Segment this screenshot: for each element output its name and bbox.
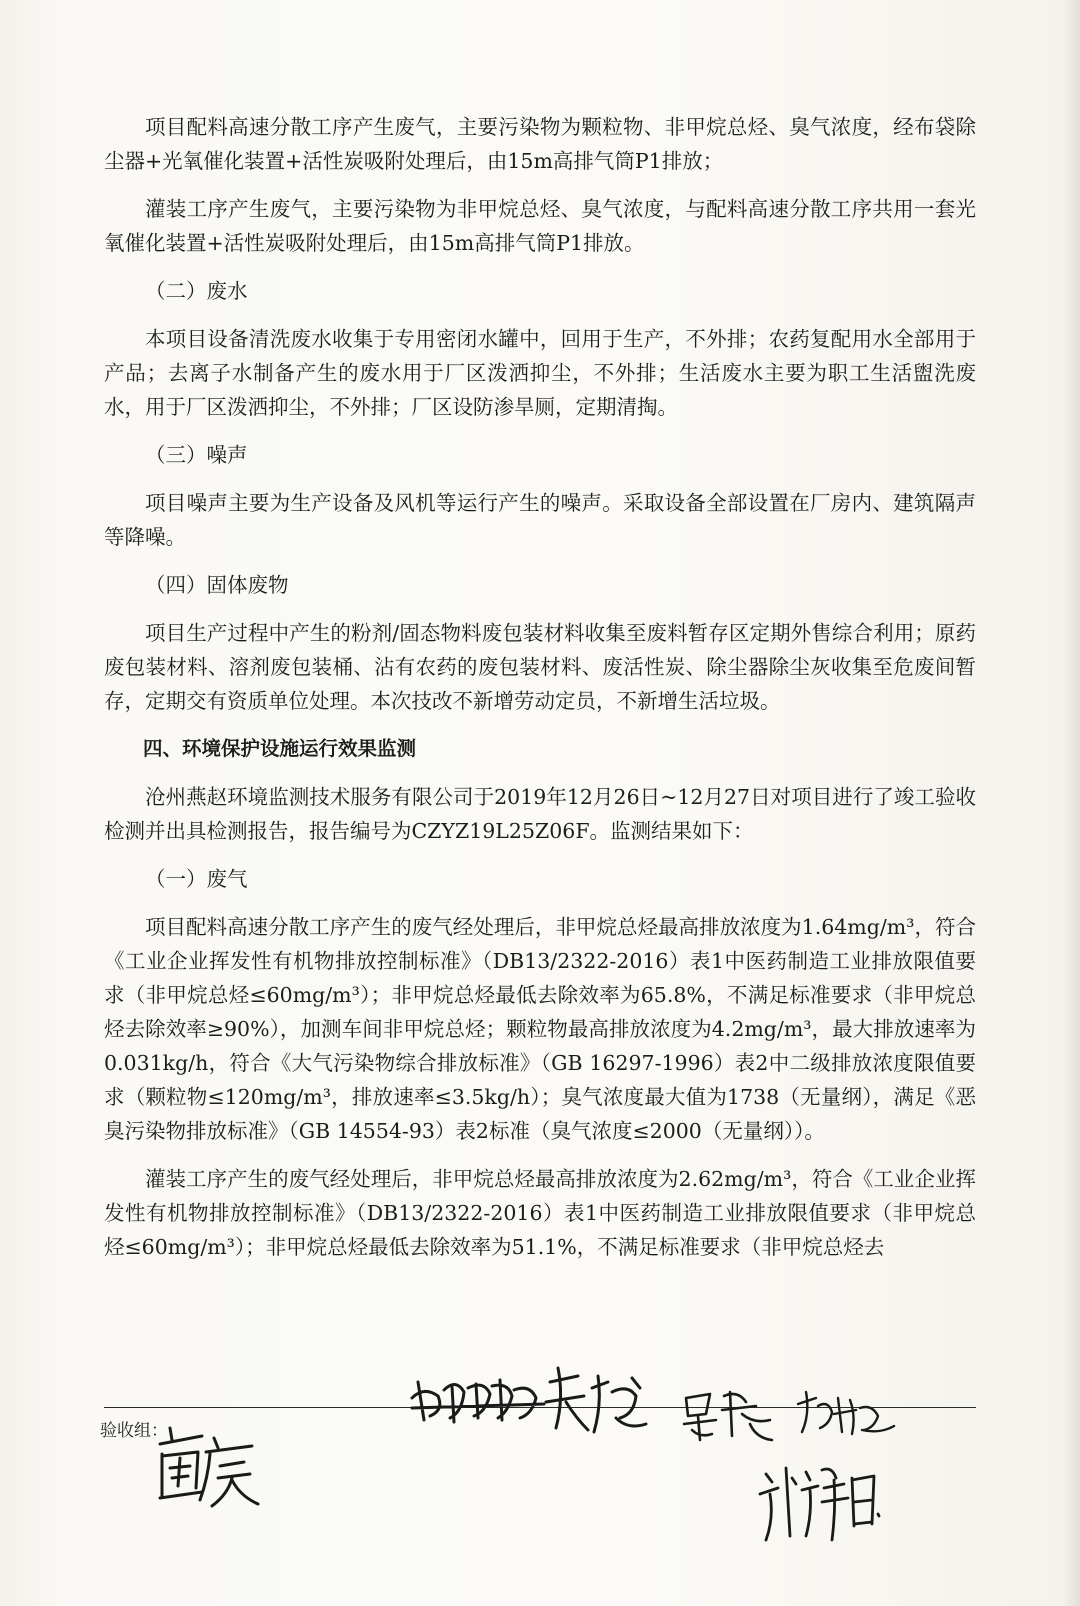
- page-edge-shadow: [1062, 0, 1080, 1606]
- paragraph-dispersion-exhaust: 项目配料高速分散工序产生废气，主要污染物为颗粒物、非甲烷总烃、臭气浓度，经布袋除尘器+光氧催化装置+活性炭吸附处理后，由15m高排气筒P1排放；: [104, 115, 976, 173]
- heading-monitoring: 四、环境保护设施运行效果监测: [143, 737, 417, 760]
- heading-exhaust-gas: （一）废气: [145, 867, 248, 891]
- signature-5: [790, 1384, 900, 1444]
- paragraph-wastewater: 本项目设备清洗废水收集于专用密闭水罐中，回用于生产，不外排；农药复配用水全部用于产品；去离子水制备产生的废水用于厂区泼洒抑尘，不外排；生活废水主要为职工生活盥洗废水，用于厂区泼洒抑尘，不外排；厂区设防渗旱厕，定期清掏。: [104, 327, 976, 419]
- signature-3: [536, 1358, 666, 1458]
- document-body: [104, 110, 976, 1278]
- paragraph-dispersion-results: 项目配料高速分散工序产生的废气经处理后，非甲烷总烃最高排放浓度为1.64mg/m³，符合《工业企业挥发性有机物排放控制标准》（DB13/2322-2016）表1中医药制造工业排放限值要求（非甲烷总烃≤60mg/m³）；非甲烷总烃最低去除效率为65.8%，不满足标准要求（非甲烷总烃去除效率≥90%），加测车间非甲烷总烃；颗粒物最高排放浓度为4.2mg/m³，最大排放速率为0.031kg/h，符合《大气污染物综合排放标准》（GB 16297-1996）表2中二级排放浓度限值要求（颗粒物≤120mg/m³，排放速率≤3.5kg/h）；臭气浓度最大值为1738（无量纲），满足《恶臭污染物排放标准》（GB 14554-93）表2标准（臭气浓度≤2000（无量纲））。: [104, 915, 976, 1143]
- paragraph-filling-exhaust: 灌装工序产生废气，主要污染物为非甲烷总烃、臭气浓度，与配料高速分散工序共用一套光氧催化装置+活性炭吸附处理后，由15m高排气筒P1排放。: [104, 197, 976, 255]
- heading-noise: （三）噪声: [145, 443, 248, 467]
- paragraph-filling-results: 灌装工序产生的废气经处理后，非甲烷总烃最高排放浓度为2.62mg/m³，符合《工业企业挥发性有机物排放控制标准》（DB13/2322-2016）表1中医药制造工业排放限值要求（非甲烷总烃≤60mg/m³）；非甲烷总烃最低去除效率为51.1%，不满足标准要求（非甲烷总烃去: [104, 1167, 976, 1259]
- acceptance-group-label: 验收组：: [100, 1421, 168, 1441]
- heading-solid-waste: （四）固体废物: [145, 573, 289, 597]
- footer-divider: [104, 1407, 976, 1408]
- paragraph-solid-waste: 项目生产过程中产生的粉剂/固态物料废包装材料收集至废料暂存区定期外售综合利用；原药废包装材料、溶剂废包装桶、沾有农药的废包装材料、废活性炭、除尘器除尘灰收集至危废间暂存，定期交有资质单位处理。本次技改不新增劳动定员，不新增生活垃圾。: [104, 621, 976, 713]
- signature-6: [752, 1448, 882, 1558]
- signature-4: [676, 1380, 786, 1450]
- heading-wastewater: （二）废水: [145, 279, 248, 303]
- paragraph-noise: 项目噪声主要为生产设备及风机等运行产生的噪声。采取设备全部设置在厂房内、建筑隔声等降噪。: [104, 491, 976, 549]
- paragraph-monitoring-intro: 沧州燕赵环境监测技术服务有限公司于2019年12月26日~12月27日对项目进行了竣工验收检测并出具检测报告，报告编号为CZYZ19L25Z06F。监测结果如下：: [104, 785, 976, 843]
- signature-2: [404, 1368, 554, 1438]
